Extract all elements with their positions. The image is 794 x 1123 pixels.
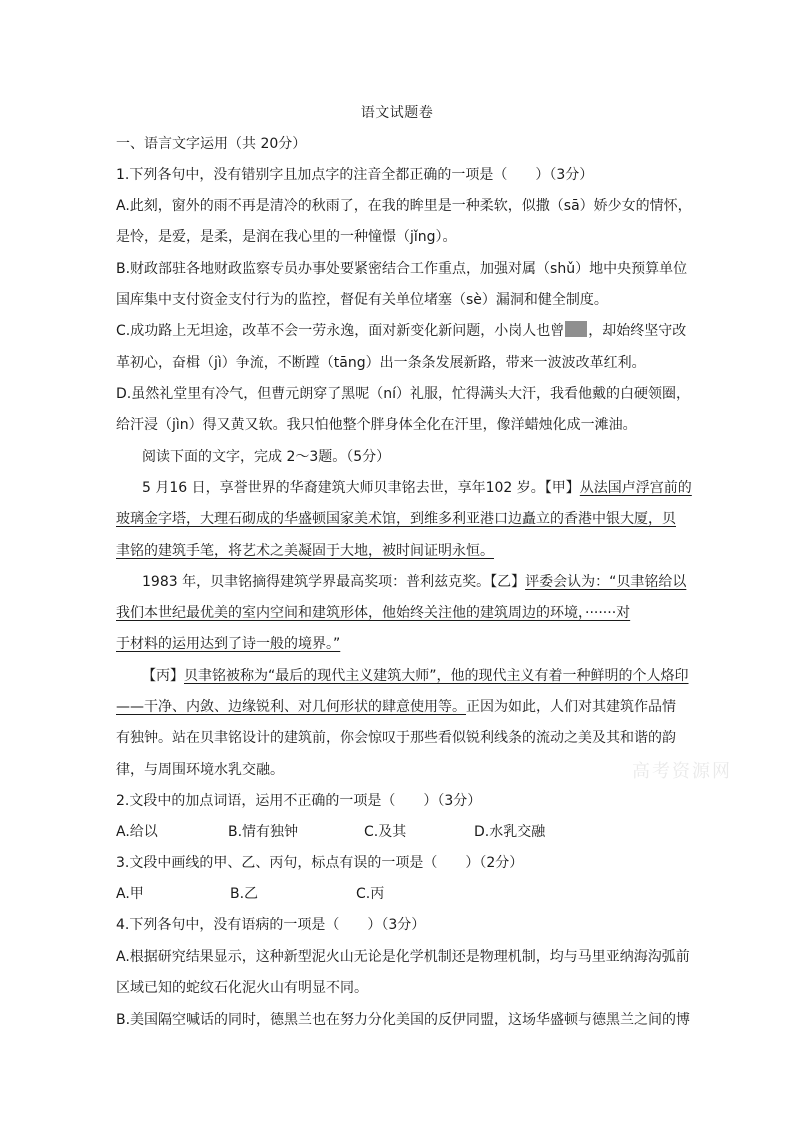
- q1-option-c-line1: [116, 321, 686, 341]
- page-title: 语文试题卷: [360, 105, 434, 121]
- q1-option-d-line2: 给汗浸（jìn）得又黄又软。我只怕他整个胖身体全化在汗里，像洋蜡烛化成一滩油。: [116, 417, 637, 433]
- q2-stem: 2.文段中的加点词语，运用不正确的一项是（ ）（3分）: [116, 793, 482, 809]
- q4-option-a-line1: A.根据研究结果显示，这种新型泥火山无论是化学机制还是物理机制，均与马里亚纳海沟弧前: [116, 949, 690, 965]
- q2-options: [116, 822, 686, 842]
- q2-option-d: D.水乳交融: [474, 824, 546, 840]
- q1-option-a-line1: A.此刻，窗外的雨不再是清冷的秋雨了，在我的眸里是一种柔软，似撒（sā）娇少女的情怀，: [116, 198, 692, 214]
- marker-bing: 【丙】: [142, 668, 184, 684]
- q3-option-c: C.丙: [356, 886, 385, 902]
- reading-instruction: 阅读下面的文字，完成 2～3题。（5分）: [142, 449, 391, 465]
- sentence-jia-line2: 玻璃金字塔，大理石砌成的华盛顿国家美术馆，到维多利亚港口边矗立的香港中银大厦，贝: [116, 511, 676, 527]
- q1-option-d-line1: D.虽然礼堂里有冷气，但曹元朗穿了黑呢（ní）礼服，忙得满头大汗，我看他戴的白硬领圈，: [116, 386, 690, 402]
- q3-options: [116, 884, 686, 904]
- q4-option-b-line1: B.美国隔空喊话的同时，德黑兰也在努力分化美国的反伊同盟，这场华盛顿与德黑兰之间的博: [116, 1012, 691, 1028]
- sentence-jia-start: 从法国卢浮宫前的: [579, 480, 692, 496]
- q1-stem: 1.下列各句中，没有错别字且加点字的注音全都正确的一项是（ ）（3分）: [116, 167, 594, 183]
- sentence-yi-end: 于材料的运用达到了诗一般的境界。”: [116, 636, 341, 652]
- redacted-character-image: [565, 321, 587, 337]
- q2-option-a: A.给以: [116, 824, 158, 840]
- sentence-bing-end: ——干净、内敛、边缘锐利、对几何形状的肆意使用等。: [116, 699, 466, 715]
- q1-option-b-line1: B.财政部驻各地财政监察专员办事处要紧密结合工作重点，加强对属（shǔ）地中央预算单位: [116, 261, 688, 277]
- q1-option-b-line2: 国库集中支付资金支付行为的监控，督促有关单位堵塞（sè）漏洞和健全制度。: [116, 292, 608, 308]
- passage-p3-line2: [116, 697, 686, 717]
- q2-option-c: C.及其: [364, 824, 407, 840]
- q2-option-b: B.情有独钟: [228, 824, 299, 840]
- passage-p2-line1: [142, 572, 686, 592]
- sentence-jia-end: 聿铭的建筑手笔，将艺术之美凝固于大地，被时间证明永恒。: [116, 543, 494, 559]
- q1-option-c-line2: 革初心，奋楫（jì）争流，不断蹚（tāng）出一条条发展新路，带来一波波改革红利。: [116, 355, 646, 371]
- sentence-yi-start: 评委会认为：“贝聿铭给以: [525, 574, 687, 590]
- sentence-jia-line3: [116, 541, 686, 561]
- watermark: 高考资源网: [632, 761, 732, 782]
- passage-p3-line3: 有独钟。站在贝聿铭设计的建筑前，你会惊叹于那些看似锐利线条的流动之美及其和谐的韵: [116, 730, 676, 746]
- q1-option-a-line2: 是怜，是爱，是柔，是润在我心里的一种憧憬（jǐng）。: [116, 229, 457, 245]
- q3-stem: 3.文段中画线的甲、乙、丙句，标点有误的一项是（ ）（2分）: [116, 855, 524, 871]
- sentence-bing-start: 贝聿铭被称为“最后的现代主义建筑大师”，他的现代主义有着一种鲜明的个人烙印: [184, 668, 689, 684]
- passage-p1-line1: [142, 478, 692, 498]
- q4-option-a-line2: 区域已知的蛇纹石化泥火山有明显不同。: [116, 980, 368, 996]
- sentence-yi-line3: [116, 634, 686, 654]
- q3-option-a: A.甲: [116, 886, 144, 902]
- q3-option-b: B.乙: [230, 886, 259, 902]
- passage-p1-text: 5 月16 日，享誉世界的华裔建筑大师贝聿铭去世，享年102 岁。【甲】: [142, 480, 580, 496]
- passage-p3-line4: 律，与周围环境水乳交融。: [116, 762, 284, 778]
- passage-p2-text: 1983 年，贝聿铭摘得建筑学界最高奖项：普利兹克奖。【乙】: [142, 574, 526, 590]
- passage-p3-text: 正因为如此，人们对其建筑作品情: [466, 699, 676, 715]
- sentence-yi-line2: 我们本世纪最优美的室内空间和建筑形体，他始终关注他的建筑周边的环境，·······对: [116, 605, 631, 621]
- q1-option-c-text-before: C.成功路上无坦途，改革不会一劳永逸，面对新变化新问题，小岗人也曾: [116, 323, 565, 339]
- section-heading: 一、语言文字运用（共 20分）: [116, 136, 307, 152]
- passage-p3-line1: [142, 666, 689, 686]
- q4-stem: 4.下列各句中，没有语病的一项是（ ）（3分）: [116, 917, 426, 933]
- q1-option-c-text-after: ，却始终坚守改: [588, 323, 687, 339]
